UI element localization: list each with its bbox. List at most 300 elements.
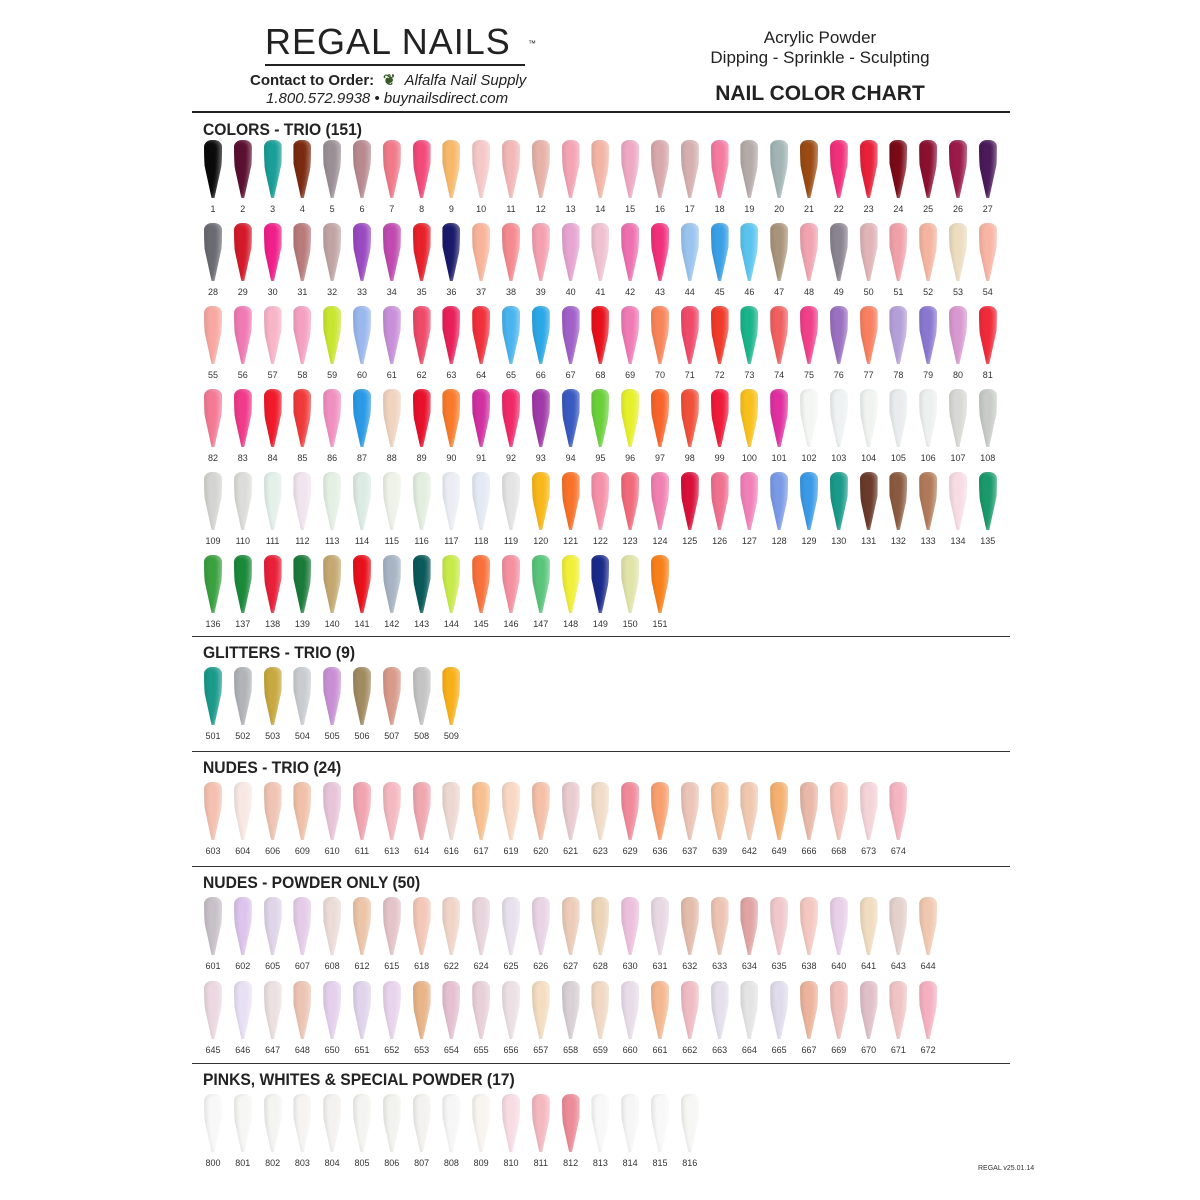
nail-tip bbox=[651, 223, 669, 281]
nail-tip bbox=[591, 389, 609, 447]
color-code: 35 bbox=[416, 287, 427, 297]
nail-tip bbox=[353, 223, 371, 281]
color-code: 62 bbox=[416, 370, 427, 380]
nail-tip bbox=[830, 981, 848, 1039]
color-code: 145 bbox=[473, 619, 489, 629]
contact-line bbox=[250, 71, 526, 89]
color-code: 812 bbox=[563, 1158, 579, 1168]
color-code: 502 bbox=[235, 731, 251, 741]
nail-tip bbox=[711, 223, 729, 281]
nail-tip bbox=[353, 1094, 371, 1152]
nail-tip bbox=[651, 981, 669, 1039]
color-code: 14 bbox=[595, 204, 606, 214]
color-code: 106 bbox=[920, 453, 936, 463]
nail-tip bbox=[532, 223, 550, 281]
color-code: 68 bbox=[595, 370, 606, 380]
nail-tip bbox=[591, 140, 609, 198]
color-code: 667 bbox=[801, 1045, 817, 1055]
color-code: 86 bbox=[327, 453, 338, 463]
nail-tip bbox=[830, 472, 848, 530]
color-code: 615 bbox=[384, 961, 400, 971]
nail-tip bbox=[651, 140, 669, 198]
nail-tip bbox=[800, 472, 818, 530]
color-code: 13 bbox=[565, 204, 576, 214]
phone-and-website: 1.800.572.9938 • buynailsdirect.com bbox=[266, 90, 509, 107]
nail-tip bbox=[293, 981, 311, 1039]
color-code: 41 bbox=[595, 287, 606, 297]
color-code: 619 bbox=[503, 846, 519, 856]
section-divider bbox=[192, 1063, 1010, 1064]
color-code: 814 bbox=[622, 1158, 638, 1168]
nail-tip bbox=[651, 782, 669, 840]
nail-tip bbox=[651, 306, 669, 364]
color-code: 76 bbox=[833, 370, 844, 380]
nail-tip bbox=[413, 223, 431, 281]
nail-tip bbox=[323, 981, 341, 1039]
color-code: 655 bbox=[473, 1045, 489, 1055]
color-code: 82 bbox=[207, 453, 218, 463]
nail-tip bbox=[413, 389, 431, 447]
color-code: 664 bbox=[741, 1045, 757, 1055]
color-code: 24 bbox=[893, 204, 904, 214]
nail-tip bbox=[621, 981, 639, 1039]
nail-tip bbox=[681, 306, 699, 364]
nail-tip bbox=[532, 981, 550, 1039]
color-code: 114 bbox=[354, 536, 370, 546]
nail-tip bbox=[979, 306, 997, 364]
color-code: 120 bbox=[533, 536, 549, 546]
color-code: 74 bbox=[774, 370, 785, 380]
color-code: 121 bbox=[563, 536, 579, 546]
color-code: 129 bbox=[801, 536, 817, 546]
nail-tip bbox=[532, 389, 550, 447]
color-code: 89 bbox=[416, 453, 427, 463]
nail-tip bbox=[800, 389, 818, 447]
nail-tip bbox=[234, 555, 252, 613]
nail-tip bbox=[949, 389, 967, 447]
color-code: 80 bbox=[952, 370, 963, 380]
nail-tip bbox=[353, 140, 371, 198]
nail-tip bbox=[889, 981, 907, 1039]
nail-tip bbox=[532, 1094, 550, 1152]
tagline-uses: Dipping - Sprinkle - Sculpting bbox=[710, 48, 930, 67]
color-code: 506 bbox=[354, 731, 370, 741]
nail-tip bbox=[562, 306, 580, 364]
color-code: 144 bbox=[443, 619, 459, 629]
nail-tip bbox=[413, 555, 431, 613]
nail-tip bbox=[711, 472, 729, 530]
color-code: 112 bbox=[295, 536, 310, 546]
color-code: 43 bbox=[654, 287, 665, 297]
nail-tip bbox=[502, 782, 520, 840]
section-divider bbox=[192, 751, 1010, 752]
nail-tip bbox=[264, 782, 282, 840]
color-code: 141 bbox=[354, 619, 370, 629]
nail-tip bbox=[919, 897, 937, 955]
nail-tip bbox=[323, 555, 341, 613]
color-code: 627 bbox=[563, 961, 579, 971]
contact-label: Contact to Order: bbox=[250, 72, 375, 89]
nail-tip bbox=[919, 389, 937, 447]
nail-tip bbox=[413, 306, 431, 364]
color-code: 66 bbox=[535, 370, 546, 380]
nail-tip bbox=[264, 472, 282, 530]
nail-tip bbox=[383, 667, 401, 725]
section-title: NUDES - TRIO (24) bbox=[203, 758, 342, 777]
nail-tip bbox=[413, 897, 431, 955]
color-code: 6 bbox=[359, 204, 365, 214]
color-code: 104 bbox=[861, 453, 877, 463]
nail-tip bbox=[621, 389, 639, 447]
nail-tip bbox=[413, 981, 431, 1039]
nail-tip bbox=[889, 140, 907, 198]
color-code: 635 bbox=[771, 961, 787, 971]
color-code: 601 bbox=[205, 961, 221, 971]
color-code: 109 bbox=[205, 536, 221, 546]
color-code: 638 bbox=[801, 961, 817, 971]
color-code: 39 bbox=[535, 287, 546, 297]
nail-tip bbox=[413, 472, 431, 530]
color-code: 8 bbox=[419, 204, 425, 214]
color-code: 616 bbox=[443, 846, 459, 856]
nail-tip bbox=[562, 782, 580, 840]
color-code: 9 bbox=[448, 204, 454, 214]
nail-tip bbox=[979, 472, 997, 530]
nail-tip bbox=[383, 1094, 401, 1152]
nail-tip bbox=[681, 1094, 699, 1152]
color-code: 101 bbox=[771, 453, 787, 463]
nail-tip bbox=[383, 389, 401, 447]
color-code: 150 bbox=[622, 619, 638, 629]
nail-tip bbox=[800, 981, 818, 1039]
color-code: 800 bbox=[205, 1158, 221, 1168]
nail-tip bbox=[323, 782, 341, 840]
color-code: 99 bbox=[714, 453, 725, 463]
nail-tip bbox=[562, 223, 580, 281]
color-code: 77 bbox=[863, 370, 874, 380]
color-code: 663 bbox=[712, 1045, 728, 1055]
nail-tip bbox=[711, 389, 729, 447]
color-code: 108 bbox=[980, 453, 996, 463]
color-code: 652 bbox=[384, 1045, 400, 1055]
nail-tip bbox=[293, 389, 311, 447]
nail-tip bbox=[681, 782, 699, 840]
header bbox=[0, 0, 1200, 112]
nail-tip bbox=[383, 140, 401, 198]
color-code: 657 bbox=[533, 1045, 549, 1055]
section-title: COLORS - TRIO (151) bbox=[203, 120, 363, 139]
nail-tip bbox=[979, 389, 997, 447]
nail-tip bbox=[860, 140, 878, 198]
color-code: 73 bbox=[744, 370, 755, 380]
color-code: 100 bbox=[741, 453, 757, 463]
nail-tip bbox=[264, 389, 282, 447]
nail-tip bbox=[532, 472, 550, 530]
nail-tip bbox=[502, 389, 520, 447]
nail-tip bbox=[860, 306, 878, 364]
color-code: 649 bbox=[771, 846, 787, 856]
nail-tip bbox=[979, 140, 997, 198]
color-code: 808 bbox=[443, 1158, 459, 1168]
nail-tip bbox=[353, 667, 371, 725]
nail-tip bbox=[681, 472, 699, 530]
nail-tip bbox=[800, 223, 818, 281]
color-code: 2 bbox=[240, 204, 246, 214]
color-code: 16 bbox=[654, 204, 665, 214]
nail-tip bbox=[860, 897, 878, 955]
nail-tip bbox=[442, 1094, 460, 1152]
nail-tip bbox=[353, 389, 371, 447]
section-title: GLITTERS - TRIO (9) bbox=[203, 643, 356, 662]
color-code: 802 bbox=[265, 1158, 281, 1168]
nail-tip bbox=[621, 223, 639, 281]
color-code: 629 bbox=[622, 846, 638, 856]
nail-tip bbox=[353, 981, 371, 1039]
nail-tip bbox=[621, 897, 639, 955]
nail-tip bbox=[889, 223, 907, 281]
color-code: 656 bbox=[503, 1045, 519, 1055]
nail-tip bbox=[442, 981, 460, 1039]
color-code: 53 bbox=[952, 287, 963, 297]
color-code: 507 bbox=[384, 731, 400, 741]
nail-tip bbox=[800, 140, 818, 198]
color-code: 672 bbox=[920, 1045, 936, 1055]
nail-tip bbox=[591, 782, 609, 840]
color-code: 19 bbox=[744, 204, 755, 214]
color-code: 670 bbox=[861, 1045, 877, 1055]
nail-tip bbox=[532, 140, 550, 198]
nail-tip bbox=[413, 1094, 431, 1152]
nail-tip bbox=[532, 555, 550, 613]
nail-tip bbox=[293, 897, 311, 955]
color-code: 102 bbox=[801, 453, 817, 463]
nail-tip bbox=[860, 223, 878, 281]
color-code: 12 bbox=[535, 204, 546, 214]
color-code: 135 bbox=[980, 536, 996, 546]
nail-tip bbox=[502, 555, 520, 613]
color-code: 61 bbox=[386, 370, 397, 380]
nail-tip bbox=[770, 389, 788, 447]
color-code: 630 bbox=[622, 961, 638, 971]
color-code: 56 bbox=[237, 370, 248, 380]
brand-name: REGAL NAILS bbox=[265, 21, 511, 62]
nail-tip bbox=[532, 782, 550, 840]
nail-tip bbox=[204, 389, 222, 447]
color-code: 118 bbox=[474, 536, 489, 546]
color-code: 603 bbox=[205, 846, 221, 856]
nail-tip bbox=[830, 140, 848, 198]
color-code: 133 bbox=[920, 536, 936, 546]
color-code: 639 bbox=[712, 846, 728, 856]
color-code: 634 bbox=[741, 961, 757, 971]
color-code: 127 bbox=[741, 536, 757, 546]
section-divider bbox=[192, 866, 1010, 867]
color-code: 666 bbox=[801, 846, 817, 856]
color-code: 130 bbox=[831, 536, 847, 546]
color-code: 650 bbox=[324, 1045, 340, 1055]
nail-tip bbox=[651, 1094, 669, 1152]
color-code: 651 bbox=[354, 1045, 370, 1055]
nail-tip bbox=[770, 223, 788, 281]
nail-tip bbox=[502, 981, 520, 1039]
color-code: 131 bbox=[861, 536, 877, 546]
nail-tip bbox=[234, 140, 252, 198]
supplier-name: Alfalfa Nail Supply bbox=[404, 72, 527, 89]
color-code: 37 bbox=[476, 287, 487, 297]
nail-tip bbox=[770, 782, 788, 840]
nail-tip bbox=[800, 897, 818, 955]
nail-tip bbox=[502, 1094, 520, 1152]
nail-tip bbox=[681, 897, 699, 955]
nail-tip bbox=[949, 306, 967, 364]
nail-tip bbox=[949, 223, 967, 281]
nail-tip bbox=[264, 306, 282, 364]
nail-tip bbox=[383, 897, 401, 955]
color-code: 40 bbox=[565, 287, 576, 297]
nail-tip bbox=[442, 389, 460, 447]
color-code: 146 bbox=[503, 619, 519, 629]
nail-tip bbox=[204, 782, 222, 840]
color-code: 91 bbox=[476, 453, 487, 463]
nail-tip bbox=[860, 981, 878, 1039]
color-code: 811 bbox=[533, 1158, 548, 1168]
nail-tip bbox=[264, 140, 282, 198]
color-code: 134 bbox=[950, 536, 966, 546]
color-code: 646 bbox=[235, 1045, 251, 1055]
leaf-icon: ❦ bbox=[383, 72, 396, 89]
color-code: 644 bbox=[920, 961, 936, 971]
nail-tip bbox=[442, 140, 460, 198]
color-code: 618 bbox=[414, 961, 430, 971]
color-code: 665 bbox=[771, 1045, 787, 1055]
color-code: 505 bbox=[324, 731, 340, 741]
nail-tip bbox=[562, 1094, 580, 1152]
section-title: PINKS, WHITES & SPECIAL POWDER (17) bbox=[203, 1070, 515, 1089]
nail-tip bbox=[591, 897, 609, 955]
color-code: 32 bbox=[327, 287, 338, 297]
color-code: 123 bbox=[622, 536, 638, 546]
nail-tip bbox=[889, 472, 907, 530]
nail-tip bbox=[472, 897, 490, 955]
color-code: 653 bbox=[414, 1045, 430, 1055]
color-code: 21 bbox=[803, 204, 814, 214]
color-code: 509 bbox=[443, 731, 459, 741]
color-code: 54 bbox=[982, 287, 993, 297]
color-code: 643 bbox=[890, 961, 906, 971]
color-code: 92 bbox=[505, 453, 516, 463]
color-code: 142 bbox=[384, 619, 400, 629]
color-code: 58 bbox=[297, 370, 308, 380]
nail-tip bbox=[323, 389, 341, 447]
nail-tip bbox=[919, 472, 937, 530]
nail-tip bbox=[323, 667, 341, 725]
nail-tip bbox=[472, 555, 490, 613]
color-code: 36 bbox=[446, 287, 457, 297]
section-divider bbox=[192, 636, 1010, 637]
color-code: 69 bbox=[625, 370, 636, 380]
nail-tip bbox=[770, 140, 788, 198]
nail-tip bbox=[591, 306, 609, 364]
color-code: 107 bbox=[950, 453, 966, 463]
color-code: 29 bbox=[237, 287, 248, 297]
nail-tip bbox=[711, 897, 729, 955]
nail-tip bbox=[830, 223, 848, 281]
color-code: 504 bbox=[294, 731, 310, 741]
color-code: 93 bbox=[535, 453, 546, 463]
color-code: 42 bbox=[625, 287, 636, 297]
color-code: 645 bbox=[205, 1045, 221, 1055]
color-code: 654 bbox=[443, 1045, 459, 1055]
color-code: 55 bbox=[207, 370, 218, 380]
color-code: 501 bbox=[205, 731, 221, 741]
color-code: 626 bbox=[533, 961, 549, 971]
nail-tip bbox=[472, 223, 490, 281]
color-code: 31 bbox=[297, 287, 308, 297]
nail-tip bbox=[502, 306, 520, 364]
color-code: 149 bbox=[592, 619, 608, 629]
nail-tip bbox=[442, 223, 460, 281]
nail-tip bbox=[711, 306, 729, 364]
color-code: 148 bbox=[563, 619, 579, 629]
color-code: 1 bbox=[210, 204, 216, 214]
color-code: 605 bbox=[265, 961, 281, 971]
nail-tip bbox=[353, 555, 371, 613]
nail-tip bbox=[562, 555, 580, 613]
color-code: 103 bbox=[831, 453, 847, 463]
color-code: 88 bbox=[386, 453, 397, 463]
color-code: 22 bbox=[833, 204, 844, 214]
brand-logo bbox=[265, 21, 537, 66]
nail-tip bbox=[889, 389, 907, 447]
nail-tip bbox=[562, 897, 580, 955]
nail-tip bbox=[591, 555, 609, 613]
nail-tip bbox=[383, 472, 401, 530]
nail-tip bbox=[711, 981, 729, 1039]
color-code: 139 bbox=[294, 619, 310, 629]
header-divider bbox=[192, 111, 1010, 113]
color-code: 804 bbox=[324, 1158, 340, 1168]
color-code: 126 bbox=[712, 536, 728, 546]
nail-tip bbox=[204, 306, 222, 364]
nail-tip bbox=[562, 472, 580, 530]
color-code: 612 bbox=[354, 961, 370, 971]
color-code: 801 bbox=[235, 1158, 251, 1168]
nail-tip bbox=[234, 306, 252, 364]
color-code: 84 bbox=[267, 453, 278, 463]
color-code: 809 bbox=[473, 1158, 489, 1168]
color-code: 604 bbox=[235, 846, 251, 856]
color-code: 810 bbox=[503, 1158, 519, 1168]
nail-tip bbox=[264, 1094, 282, 1152]
nail-tip bbox=[293, 782, 311, 840]
nail-tip bbox=[383, 981, 401, 1039]
nail-tip bbox=[770, 897, 788, 955]
nail-tip bbox=[740, 981, 758, 1039]
nail-tip bbox=[204, 140, 222, 198]
nail-tip bbox=[383, 555, 401, 613]
nail-tip bbox=[711, 140, 729, 198]
color-code: 648 bbox=[294, 1045, 310, 1055]
color-code: 125 bbox=[682, 536, 698, 546]
color-code: 3 bbox=[270, 204, 276, 214]
nail-tip bbox=[651, 389, 669, 447]
nail-tip bbox=[740, 140, 758, 198]
color-code: 17 bbox=[684, 204, 695, 214]
color-code: 503 bbox=[265, 731, 281, 741]
nail-tip bbox=[383, 306, 401, 364]
color-code: 65 bbox=[505, 370, 516, 380]
color-code: 44 bbox=[684, 287, 695, 297]
